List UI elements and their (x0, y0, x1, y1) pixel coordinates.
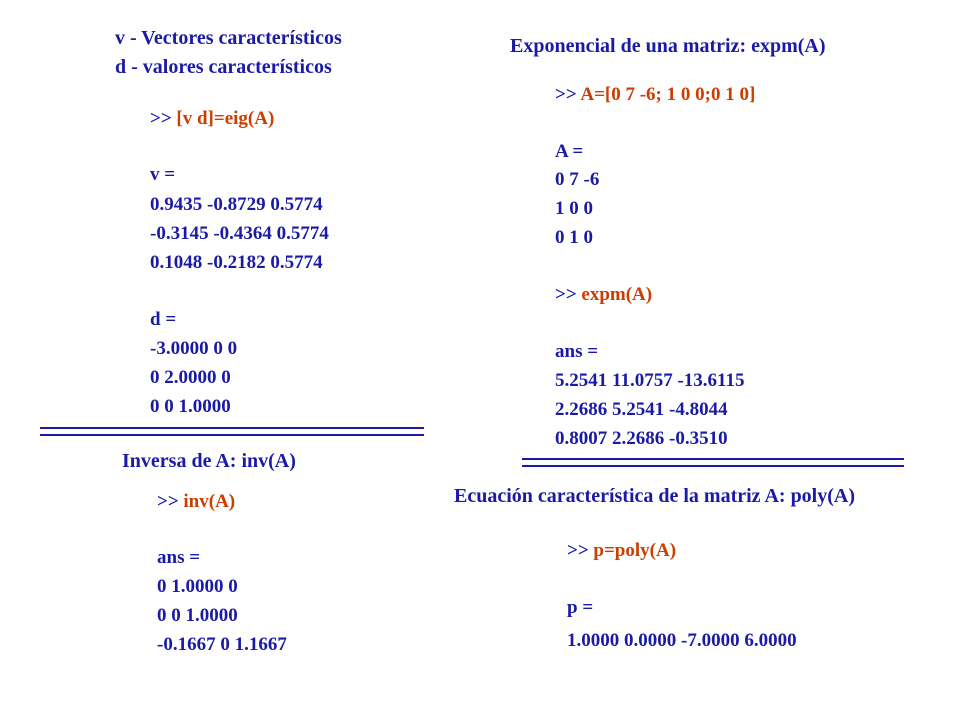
poly-title: Ecuación característica de la matriz A: poly(A) (454, 485, 856, 507)
expm-a-label: A = (555, 141, 584, 162)
section-divider-left (40, 427, 424, 436)
prompt: >> (555, 284, 577, 305)
eig-d-row: -3.0000 0 0 (150, 338, 238, 359)
expm-ans-row: 2.2686 5.2541 -4.8044 (555, 399, 728, 420)
inv-command: inv(A) (183, 491, 236, 512)
eig-d-row: 0 2.0000 0 (150, 367, 231, 388)
inv-ans-row: -0.1667 0 1.1667 (157, 634, 287, 655)
inv-ans-label: ans = (157, 547, 201, 568)
eig-v-row: 0.9435 -0.8729 0.5774 (150, 194, 323, 215)
prompt: >> (150, 108, 172, 129)
poly-command-line (567, 541, 676, 560)
eig-command: [v d]=eig(A) (176, 108, 275, 129)
eig-d-label: d = (150, 309, 177, 330)
eig-legend-v: v - Vectores característicos (115, 27, 342, 49)
poly-p-label: p = (567, 597, 594, 618)
prompt: >> (157, 491, 179, 512)
inv-ans-row: 0 1.0000 0 (157, 576, 238, 597)
expm-a-row: 0 7 -6 (555, 169, 600, 190)
expm-a-row: 0 1 0 (555, 227, 593, 248)
eig-v-row: 0.1048 -0.2182 0.5774 (150, 252, 323, 273)
expm-ans-label: ans = (555, 341, 599, 362)
section-divider-right (522, 458, 904, 467)
expm-command-line-2 (555, 285, 652, 304)
prompt: >> (555, 84, 577, 105)
eig-legend-d: d - valores característicos (115, 56, 332, 78)
inv-ans-row: 0 0 1.0000 (157, 605, 238, 626)
expm-command-line-1 (555, 85, 755, 104)
expm-command: expm(A) (581, 284, 653, 305)
prompt: >> (567, 540, 589, 561)
eig-d-row: 0 0 1.0000 (150, 396, 231, 417)
poly-p-row: 1.0000 0.0000 -7.0000 6.0000 (567, 630, 797, 651)
expm-define-a-command: A=[0 7 -6; 1 0 0;0 1 0] (580, 84, 756, 105)
expm-title: Exponencial de una matriz: expm(A) (510, 35, 826, 57)
eig-v-row: -0.3145 -0.4364 0.5774 (150, 223, 329, 244)
inv-title: Inversa de A: inv(A) (122, 450, 296, 472)
expm-ans-row: 0.8007 2.2686 -0.3510 (555, 428, 728, 449)
expm-ans-row: 5.2541 11.0757 -13.6115 (555, 370, 745, 391)
eig-v-label: v = (150, 164, 176, 185)
eig-command-line (150, 109, 274, 128)
expm-a-row: 1 0 0 (555, 198, 593, 219)
poly-command: p=poly(A) (593, 540, 677, 561)
inv-command-line (157, 492, 235, 511)
